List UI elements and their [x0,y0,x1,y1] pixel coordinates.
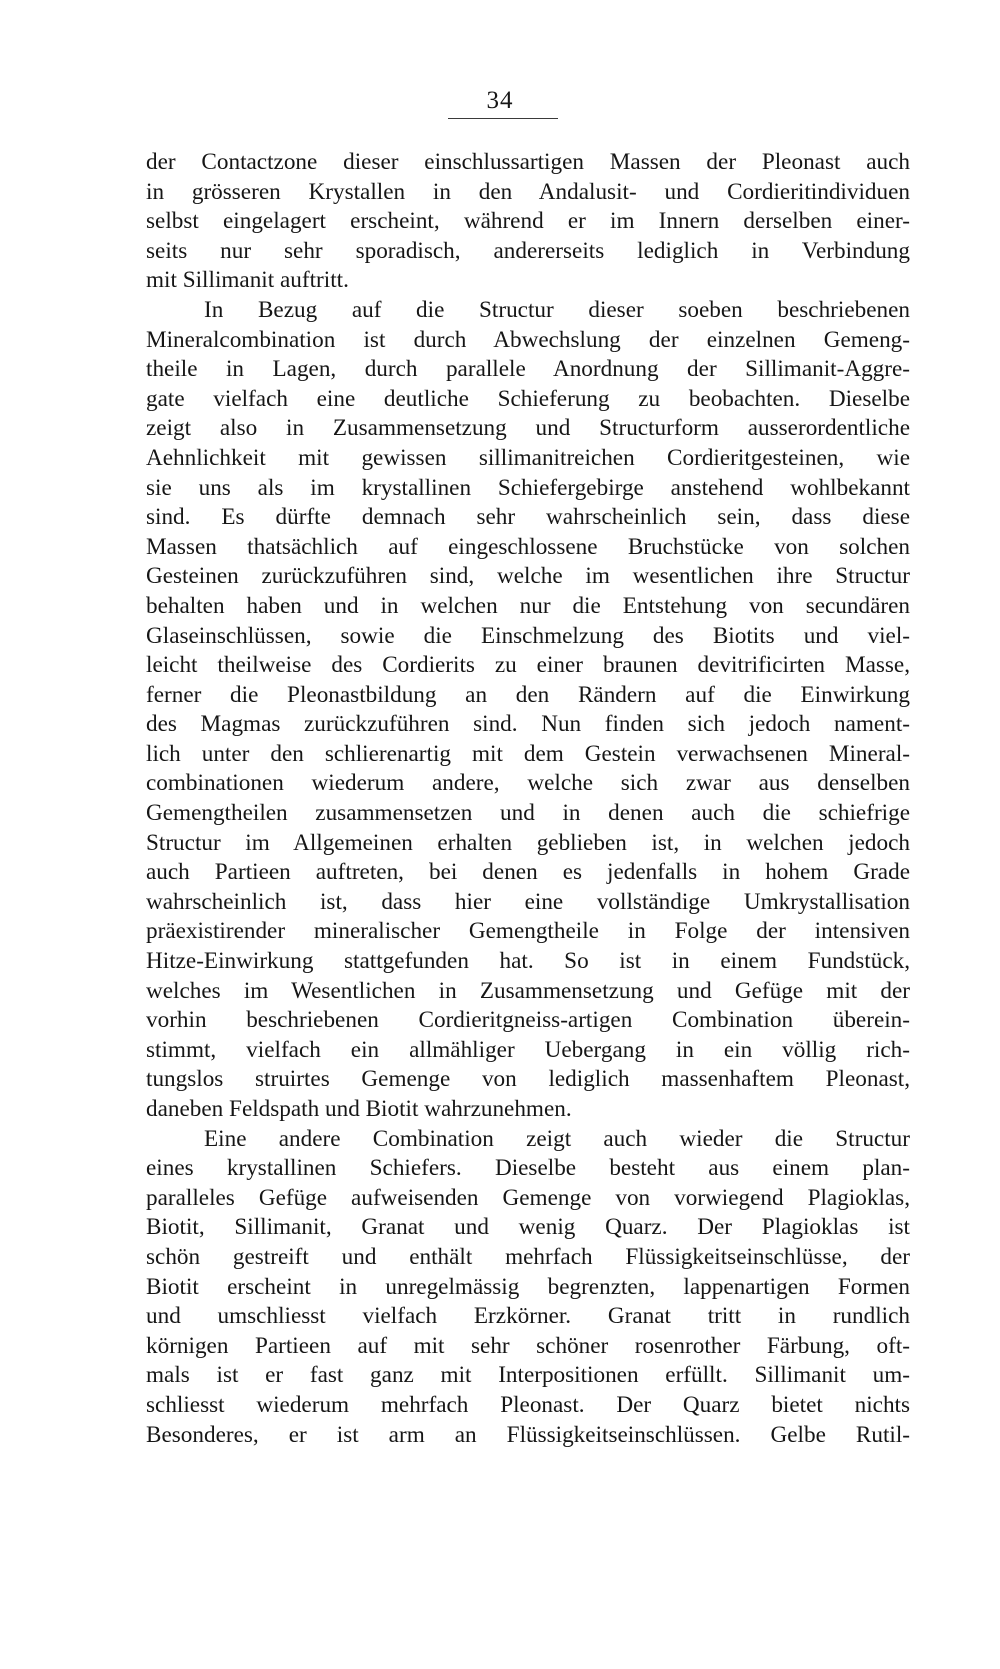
text-line: Aehnlichkeit mit gewissen sillimanitreichen Cordieritgesteinen, wie [146,444,910,471]
text-line: vorhin beschriebenen Cordieritgneiss-artigen Combination überein- [146,1007,910,1034]
text-line: Gesteinen zurückzuführen sind, welche im wesentlichen ihre Structur [146,563,910,590]
text-line: zeigt also in Zusammensetzung und Structurform ausserordentliche [146,415,910,442]
text-line: des Magmas zurückzuführen sind. Nun finden sich jedoch nament- [146,711,910,738]
text-line: körnigen Partieen auf mit sehr schöner rosenrother Färbung, oft- [146,1332,910,1359]
text-line: gate vielfach eine deutliche Schieferung zu beobachten. Dieselbe [146,385,910,412]
text-line: eines krystallinen Schiefers. Dieselbe besteht aus einem plan- [146,1155,910,1182]
text-line: stimmt, vielfach ein allmähliger Uebergang in ein völlig rich- [146,1036,910,1063]
text-line: Biotit erscheint in unregelmässig begrenzten, lappenartigen Formen [146,1273,910,1300]
text-line: Besonderes, er ist arm an Flüssigkeitseinschlüssen. Gelbe Rutil- [146,1421,910,1448]
text-line: sie uns als im krystallinen Schiefergebirge anstehend wohlbekannt [146,474,910,501]
text-line: Biotit, Sillimanit, Granat und wenig Quarz. Der Plagioklas ist [146,1214,910,1241]
text-line: selbst eingelagert erscheint, während er im Innern derselben einer- [146,208,910,235]
text-line: paralleles Gefüge aufweisenden Gemenge von vorwiegend Plagioklas, [146,1184,910,1211]
text-line: Glaseinschlüssen, sowie die Einschmelzung des Biotits und viel- [146,622,910,649]
text-line: lich unter den schlierenartig mit dem Gestein verwachsenen Mineral- [146,740,910,767]
text-line: tungslos struirtes Gemenge von lediglich massenhaftem Pleonast, [146,1066,910,1093]
page-number: 34 [486,87,514,114]
text-line: sind. Es dürfte demnach sehr wahrscheinlich sein, dass diese [146,504,910,531]
text-line: der Contactzone dieser einschlussartigen Massen der Pleonast auch [146,149,910,175]
text-line: mit Sillimanit auftritt. [146,267,349,294]
text-line: ferner die Pleonastbildung an den Rändern auf die Einwirkung [146,681,910,708]
text-line: leicht theilweise des Cordierits zu einer braunen devitrificirten Masse, [146,652,910,679]
text-line: Eine andere Combination zeigt auch wieder die Structur [204,1125,910,1152]
text-line: präexistirender mineralischer Gemengtheile in Folge der intensiven [146,918,910,945]
text-line: und umschliesst vielfach Erzkörner. Granat tritt in rundlich [146,1303,910,1330]
text-line: theile in Lagen, durch parallele Anordnung der Sillimanit-Aggre- [146,356,910,383]
text-line: welches im Wesentlichen in Zusammensetzung und Gefüge mit der [146,977,910,1004]
text-line: wahrscheinlich ist, dass hier eine vollständige Umkrystallisation [146,888,910,915]
text-line: seits nur sehr sporadisch, andererseits lediglich in Verbindung [146,237,910,264]
text-line: mals ist er fast ganz mit Interpositionen erfüllt. Sillimanit um- [146,1362,910,1389]
text-line: Hitze-Einwirkung stattgefunden hat. So ist in einem Fundstück, [146,948,910,975]
text-line: auch Partieen auftreten, bei denen es jedenfalls in hohem Grade [146,859,910,886]
text-line: in grösseren Krystallen in den Andalusit- und Cordieritindividuen [146,178,910,205]
page-number-rule [448,118,558,119]
text-line: In Bezug auf die Structur dieser soeben beschriebenen [204,296,910,323]
text-line: daneben Feldspath und Biotit wahrzunehmen. [146,1096,572,1122]
text-line: Gemengtheilen zusammensetzen und in denen auch die schiefrige [146,800,910,827]
body-text [146,148,910,1450]
text-line: schliesst wiederum mehrfach Pleonast. Der Quarz bietet nichts [146,1391,910,1418]
text-line: schön gestreift und enthält mehrfach Flüssigkeitseinschlüsse, der [146,1243,910,1270]
text-line: behalten haben und in welchen nur die Entstehung von secundären [146,592,910,619]
text-line: combinationen wiederum andere, welche sich zwar aus denselben [146,770,910,797]
text-line: Massen thatsächlich auf eingeschlossene Bruchstücke von solchen [146,533,910,560]
text-line: Structur im Allgemeinen erhalten geblieben ist, in welchen jedoch [146,829,910,856]
text-line: Mineralcombination ist durch Abwechslung der einzelnen Gemeng- [146,326,910,353]
